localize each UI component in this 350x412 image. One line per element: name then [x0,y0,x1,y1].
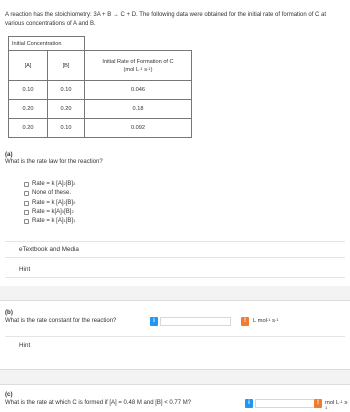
section-divider [0,370,350,384]
problem-statement: A reaction has the stoichiometry: 3A + B → C + D. The following data were obtained for the initial rate of formation of C at various concentrations of A and B. [5,12,327,27]
hint-a-link[interactable]: Hint [5,261,345,278]
hint-b-link[interactable]: Hint [5,336,345,353]
part-a-label: (a) [5,151,13,158]
part-c-label: (c) [5,391,13,398]
option-1[interactable]: Rate = k [A] $^2$ [B] $^2$ [24,180,75,189]
checkbox[interactable] [24,201,29,206]
table-row: 0.20 0.10 0.092 [9,119,192,138]
checkbox[interactable] [24,219,29,224]
warning-icon[interactable]: ! [314,399,322,408]
formation-rate-units: mol $L^{-1}$ $s^{-1}$ [325,399,349,410]
data-table [8,36,192,138]
etextbook-link[interactable]: eTextbook and Media [5,241,345,258]
table-header-a: [A] [9,51,48,81]
table-row: 0.10 0.10 0.046 [9,81,192,100]
rate-law-options [24,180,75,226]
table-header-rate: Initial Rate of Formation of C (mol $L^{-1}$ $s^{-1}$) [85,51,192,81]
table-row: 0.20 0.20 0.18 [9,100,192,119]
info-icon[interactable]: i [245,399,253,408]
option-4[interactable]: Rate = k[A] $^0$ [B] $^2$ [24,208,75,217]
table-header-b: [B] [48,51,85,81]
option-2[interactable]: None of these. [24,189,75,198]
checkbox[interactable] [24,210,29,215]
rate-constant-units: L mol$^{-1}$ $s^{-1}$ [253,317,279,324]
checkbox[interactable] [24,182,29,187]
part-b-label: (b) [5,309,13,316]
checkbox[interactable] [24,191,29,196]
part-b-card [0,300,350,370]
info-icon[interactable]: i [150,317,158,326]
formation-rate-input[interactable] [255,399,321,408]
warning-icon[interactable]: ! [241,317,249,326]
table-group-header: Initial Concentration [9,37,85,51]
option-3[interactable]: Rate = k [A] $^2$ [B] $^0$ [24,199,75,208]
rate-constant-input[interactable] [160,317,231,326]
section-divider [0,286,350,300]
part-c-question: What is the rate at which C is formed if [A] = 0.48 M and [B] < 0.77 M? [5,400,192,406]
part-b-question: What is the rate constant for the reaction? [5,318,117,324]
option-5[interactable]: Rate = k [A] $^1$ [B] $^1$ [24,217,75,226]
part-a-question: What is the rate law for the reaction? [5,159,103,165]
